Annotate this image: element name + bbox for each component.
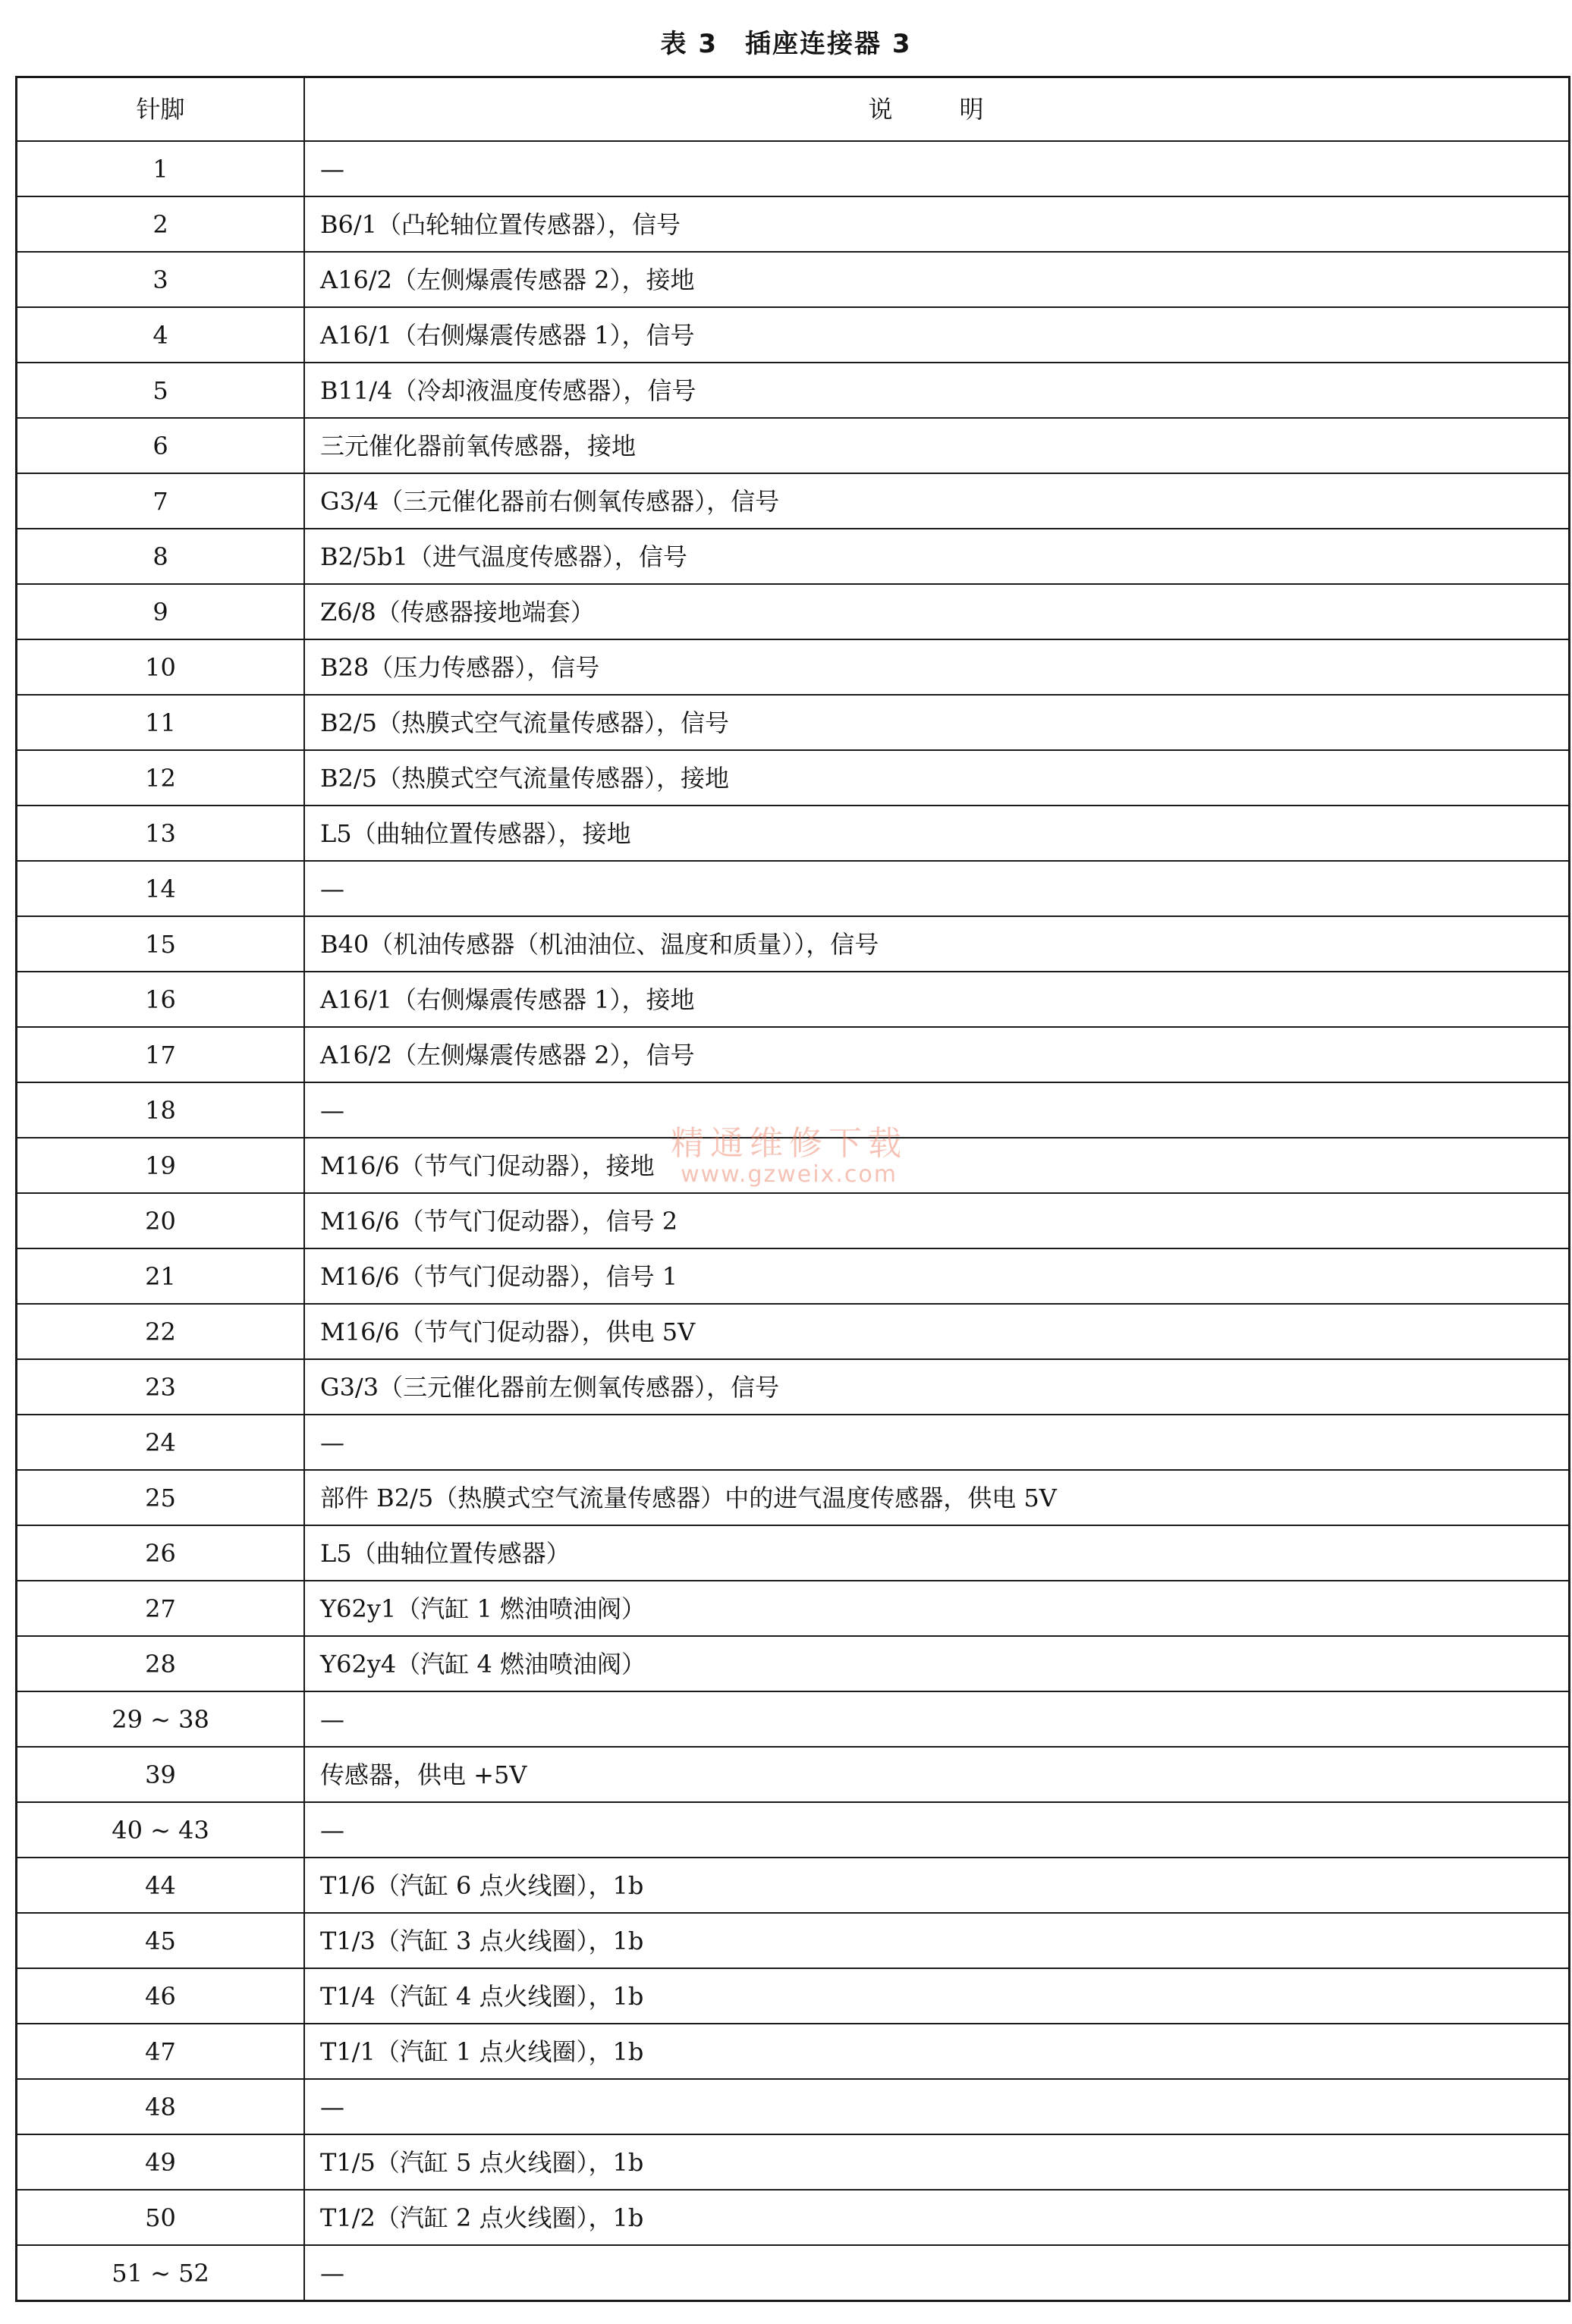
table-row	[17, 307, 1568, 363]
description-cell: —	[304, 1082, 1568, 1138]
pin-cell: 25	[17, 1470, 304, 1525]
table-row	[17, 2079, 1568, 2134]
pin-cell: 24	[17, 1415, 304, 1470]
table-row	[17, 1359, 1568, 1415]
pin-cell: 44	[17, 1858, 304, 1913]
description-cell: 部件 B2/5（热膜式空气流量传感器）中的进气温度传感器，供电 5V	[304, 1470, 1568, 1525]
description-cell: B2/5（热膜式空气流量传感器），信号	[304, 695, 1568, 750]
description-cell: —	[304, 1802, 1568, 1858]
description-cell: A16/2（左侧爆震传感器 2），接地	[304, 252, 1568, 307]
pin-cell: 22	[17, 1304, 304, 1359]
pin-cell: 2	[17, 196, 304, 252]
pin-cell: 9	[17, 584, 304, 639]
pin-cell: 13	[17, 806, 304, 861]
table-row	[17, 1193, 1568, 1248]
table-row	[17, 639, 1568, 695]
table-row	[17, 1248, 1568, 1304]
description-cell: M16/6（节气门促动器），接地	[304, 1138, 1568, 1193]
description-cell: T1/6（汽缸 6 点火线圈），1b	[304, 1858, 1568, 1913]
table-header-row	[17, 78, 1568, 141]
table-row	[17, 806, 1568, 861]
table-row	[17, 1415, 1568, 1470]
description-cell: A16/2（左侧爆震传感器 2），信号	[304, 1027, 1568, 1082]
pin-cell: 39	[17, 1747, 304, 1802]
pin-cell: 45	[17, 1913, 304, 1968]
table-row	[17, 2024, 1568, 2079]
description-cell: B2/5b1（进气温度传感器），信号	[304, 529, 1568, 584]
description-cell: 三元催化器前氧传感器，接地	[304, 418, 1568, 473]
pin-cell: 21	[17, 1248, 304, 1304]
table-row	[17, 1858, 1568, 1913]
description-cell: A16/1（右侧爆震传感器 1），接地	[304, 972, 1568, 1027]
description-cell: Z6/8（传感器接地端套）	[304, 584, 1568, 639]
description-cell: G3/4（三元催化器前右侧氧传感器），信号	[304, 473, 1568, 529]
description-cell: 传感器，供电 +5V	[304, 1747, 1568, 1802]
table-row	[17, 363, 1568, 418]
pin-cell: 28	[17, 1636, 304, 1691]
description-cell: —	[304, 861, 1568, 916]
description-cell: L5（曲轴位置传感器），接地	[304, 806, 1568, 861]
pin-cell: 40 ~ 43	[17, 1802, 304, 1858]
table-row	[17, 750, 1568, 806]
table-row	[17, 1138, 1568, 1193]
table-body	[17, 141, 1568, 2300]
description-cell: —	[304, 1415, 1568, 1470]
table-row	[17, 1968, 1568, 2024]
description-cell: M16/6（节气门促动器），信号 1	[304, 1248, 1568, 1304]
pin-cell: 49	[17, 2134, 304, 2190]
table-row	[17, 1913, 1568, 1968]
page-title: 表 3 插座连接器 3	[660, 29, 912, 59]
table-row	[17, 1304, 1568, 1359]
pin-cell: 48	[17, 2079, 304, 2134]
table-row	[17, 252, 1568, 307]
table-row	[17, 1027, 1568, 1082]
pin-cell: 50	[17, 2190, 304, 2245]
pin-cell: 12	[17, 750, 304, 806]
description-cell: —	[304, 1691, 1568, 1747]
table-row	[17, 529, 1568, 584]
table-row	[17, 1802, 1568, 1858]
table-row	[17, 1082, 1568, 1138]
table-row	[17, 2134, 1568, 2190]
pin-cell: 29 ~ 38	[17, 1691, 304, 1747]
pin-cell: 8	[17, 529, 304, 584]
table-row	[17, 1470, 1568, 1525]
table-row	[17, 196, 1568, 252]
pin-cell: 16	[17, 972, 304, 1027]
pin-cell: 27	[17, 1581, 304, 1636]
table-row	[17, 1525, 1568, 1581]
description-cell: M16/6（节气门促动器），信号 2	[304, 1193, 1568, 1248]
description-cell: A16/1（右侧爆震传感器 1），信号	[304, 307, 1568, 363]
pin-cell: 1	[17, 141, 304, 196]
pin-cell: 17	[17, 1027, 304, 1082]
table-row	[17, 916, 1568, 972]
description-cell: B2/5（热膜式空气流量传感器），接地	[304, 750, 1568, 806]
watermark-url: www.gzweix.com	[681, 1161, 898, 1189]
table-row	[17, 1691, 1568, 1747]
description-cell: —	[304, 2079, 1568, 2134]
connector-pin-table	[17, 78, 1568, 2300]
table-row	[17, 861, 1568, 916]
pin-cell: 23	[17, 1359, 304, 1415]
pin-cell: 6	[17, 418, 304, 473]
table-row	[17, 1636, 1568, 1691]
table-row	[17, 141, 1568, 196]
description-cell: T1/1（汽缸 1 点火线圈），1b	[304, 2024, 1568, 2079]
pin-cell: 10	[17, 639, 304, 695]
table-row	[17, 2190, 1568, 2245]
pin-cell: 11	[17, 695, 304, 750]
description-cell: B40（机油传感器（机油油位、温度和质量）），信号	[304, 916, 1568, 972]
pin-cell: 7	[17, 473, 304, 529]
table-row	[17, 972, 1568, 1027]
pin-cell: 14	[17, 861, 304, 916]
description-cell: Y62y4（汽缸 4 燃油喷油阀）	[304, 1636, 1568, 1691]
pin-cell: 15	[17, 916, 304, 972]
pin-cell: 46	[17, 1968, 304, 2024]
table-row	[17, 473, 1568, 529]
description-cell: T1/2（汽缸 2 点火线圈），1b	[304, 2190, 1568, 2245]
table-row	[17, 1581, 1568, 1636]
pin-cell: 47	[17, 2024, 304, 2079]
pin-cell: 26	[17, 1525, 304, 1581]
description-cell: B28（压力传感器），信号	[304, 639, 1568, 695]
table-row	[17, 584, 1568, 639]
description-cell: T1/5（汽缸 5 点火线圈），1b	[304, 2134, 1568, 2190]
description-cell: M16/6（节气门促动器），供电 5V	[304, 1304, 1568, 1359]
pin-cell: 51 ~ 52	[17, 2245, 304, 2300]
pin-cell: 3	[17, 252, 304, 307]
pin-cell: 4	[17, 307, 304, 363]
description-cell: T1/4（汽缸 4 点火线圈），1b	[304, 1968, 1568, 2024]
description-cell: T1/3（汽缸 3 点火线圈），1b	[304, 1913, 1568, 1968]
pin-cell: 18	[17, 1082, 304, 1138]
header-pin: 针脚	[17, 78, 304, 141]
description-cell: Y62y1（汽缸 1 燃油喷油阀）	[304, 1581, 1568, 1636]
description-cell: —	[304, 2245, 1568, 2300]
pin-cell: 19	[17, 1138, 304, 1193]
description-cell: L5（曲轴位置传感器）	[304, 1525, 1568, 1581]
watermark-text: 精通维修下载	[671, 1124, 907, 1163]
connector-table-frame	[15, 76, 1570, 2302]
table-row	[17, 2245, 1568, 2300]
table-row	[17, 418, 1568, 473]
description-cell: B11/4（冷却液温度传感器），信号	[304, 363, 1568, 418]
pin-cell: 20	[17, 1193, 304, 1248]
pin-cell: 5	[17, 363, 304, 418]
table-row	[17, 695, 1568, 750]
header-description: 说 明	[304, 78, 1568, 141]
table-row	[17, 1747, 1568, 1802]
description-cell: B6/1（凸轮轴位置传感器），信号	[304, 196, 1568, 252]
description-cell: G3/3（三元催化器前左侧氧传感器），信号	[304, 1359, 1568, 1415]
description-cell: —	[304, 141, 1568, 196]
